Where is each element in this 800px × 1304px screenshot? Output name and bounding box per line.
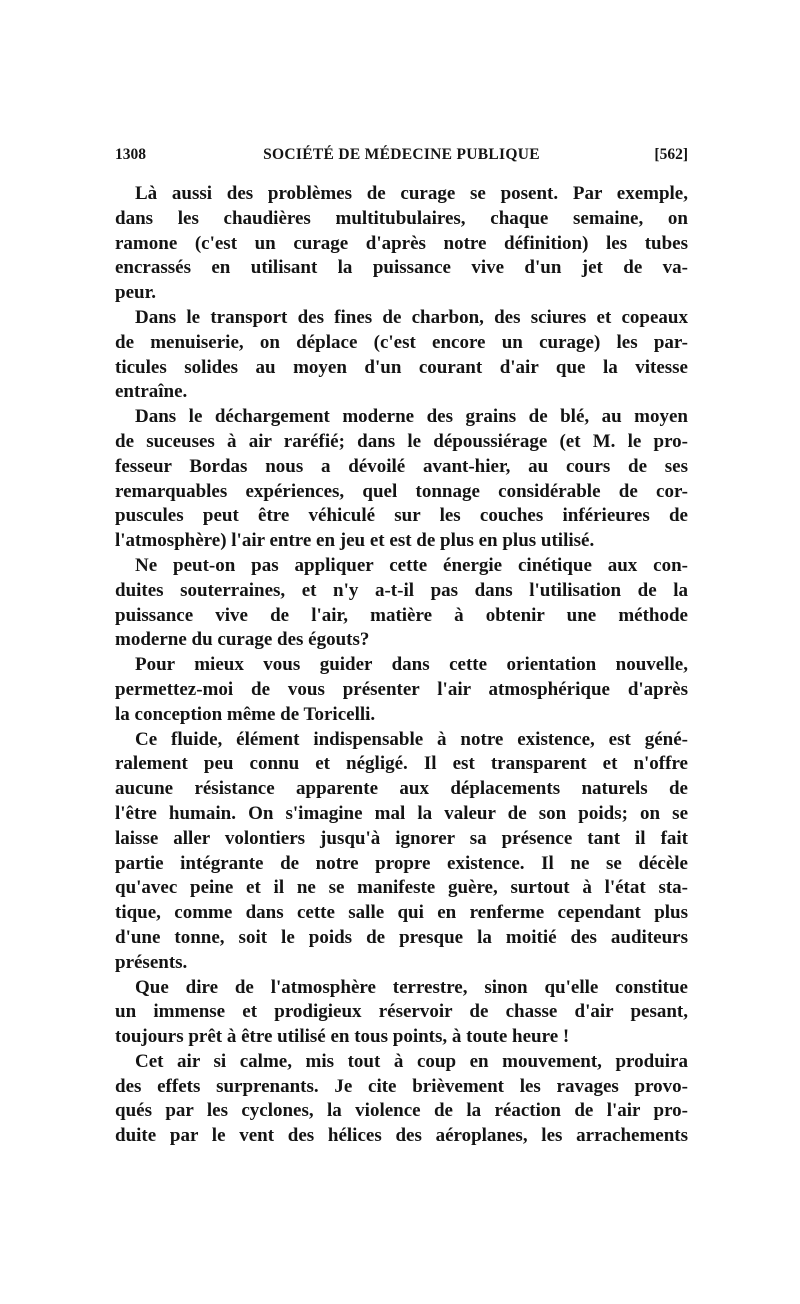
- text-line: puscules peut être véhiculé sur les couches inférieures de: [115, 505, 688, 527]
- text-line: Dans le déchargement moderne des grains de blé, au moyen: [135, 406, 688, 428]
- text-line: moderne du curage des égouts?: [115, 629, 370, 651]
- text-line: l'être humain. On s'imagine mal la valeur de son poids; on se: [115, 802, 688, 824]
- paragraph: [115, 405, 688, 554]
- page-number: 1308: [115, 146, 146, 163]
- text-line: ramone (c'est un curage d'après notre définition) les tubes: [115, 232, 688, 254]
- paragraph: [115, 728, 688, 976]
- text-line: qués par les cyclones, la violence de la réaction de l'air pro-: [115, 1100, 688, 1122]
- text-line: duite par le vent des hélices des aéroplanes, les arrachements: [115, 1125, 688, 1147]
- text-line: ticules solides au moyen d'un courant d'air que la vitesse: [115, 356, 688, 378]
- running-header: [115, 144, 688, 166]
- text-line: puissance vive de l'air, matière à obtenir une méthode: [115, 604, 688, 626]
- text-line: ralement peu connu et négligé. Il est transparent et n'offre: [115, 753, 688, 775]
- text-line: Que dire de l'atmosphère terrestre, sinon qu'elle constitue: [135, 976, 688, 998]
- text-line: fesseur Bordas nous a dévoilé avant-hier, au cours de ses: [115, 455, 688, 477]
- text-line: qu'avec peine et il ne se manifeste guère, surtout à l'état sta-: [115, 877, 688, 899]
- text-line: d'une tonne, soit le poids de presque la moitié des auditeurs: [115, 926, 688, 948]
- text-line: laisse aller volontiers jusqu'à ignorer sa présence tant il fait: [115, 827, 688, 849]
- text-line: toujours prêt à être utilisé en tous points, à toute heure !: [115, 1026, 570, 1048]
- paragraph: [115, 306, 688, 405]
- text-line: des effets surprenants. Je cite brièvement les ravages provo-: [115, 1075, 688, 1097]
- running-title: SOCIÉTÉ DE MÉDECINE PUBLIQUE: [263, 146, 540, 163]
- text-line: Pour mieux vous guider dans cette orientation nouvelle,: [135, 654, 688, 676]
- text-line: aucune résistance apparente aux déplacements naturels de: [115, 778, 688, 800]
- text-line: entraîne.: [115, 381, 188, 403]
- text-line: la conception même de Toricelli.: [115, 703, 376, 725]
- text-line: un immense et prodigieux réservoir de chasse d'air pesant,: [115, 1001, 688, 1023]
- paragraph: [115, 182, 688, 306]
- paragraph: [115, 976, 688, 1050]
- text-line: dans les chaudières multitubulaires, chaque semaine, on: [115, 207, 688, 229]
- paragraph: [115, 1050, 688, 1149]
- text-line: de menuiserie, on déplace (c'est encore un curage) les par-: [115, 331, 688, 353]
- paragraph: [115, 554, 688, 653]
- text-line: Ne peut-on pas appliquer cette énergie cinétique aux con-: [135, 554, 688, 576]
- text-line: présents.: [115, 951, 188, 973]
- text-line: peur.: [115, 282, 157, 304]
- text-line: permettez-moi de vous présenter l'air atmosphérique d'après: [115, 678, 688, 700]
- text-line: tique, comme dans cette salle qui en renferme cependant plus: [115, 902, 688, 924]
- text-line: partie intégrante de notre propre existence. Il ne se décèle: [115, 852, 688, 874]
- text-line: l'atmosphère) l'air entre en jeu et est de plus en plus utilisé.: [115, 530, 595, 552]
- text-line: Là aussi des problèmes de curage se posent. Par exemple,: [135, 183, 688, 204]
- text-line: remarquables expériences, quel tonnage considérable de cor-: [115, 480, 688, 502]
- text-line: encrassés en utilisant la puissance vive d'un jet de va-: [115, 257, 688, 279]
- text-line: duites souterraines, et n'y a-t-il pas dans l'utilisation de la: [115, 579, 688, 601]
- text-line: Ce fluide, élément indispensable à notre existence, est géné-: [135, 728, 688, 750]
- text-line: Cet air si calme, mis tout à coup en mouvement, produira: [135, 1050, 688, 1072]
- paragraph: [115, 653, 688, 727]
- page-body: [115, 182, 688, 1149]
- original-page-number: [562]: [654, 146, 688, 163]
- text-line: de suceuses à air raréfié; dans le dépoussiérage (et M. le pro-: [115, 430, 688, 452]
- text-line: Dans le transport des fines de charbon, des sciures et copeaux: [135, 306, 688, 328]
